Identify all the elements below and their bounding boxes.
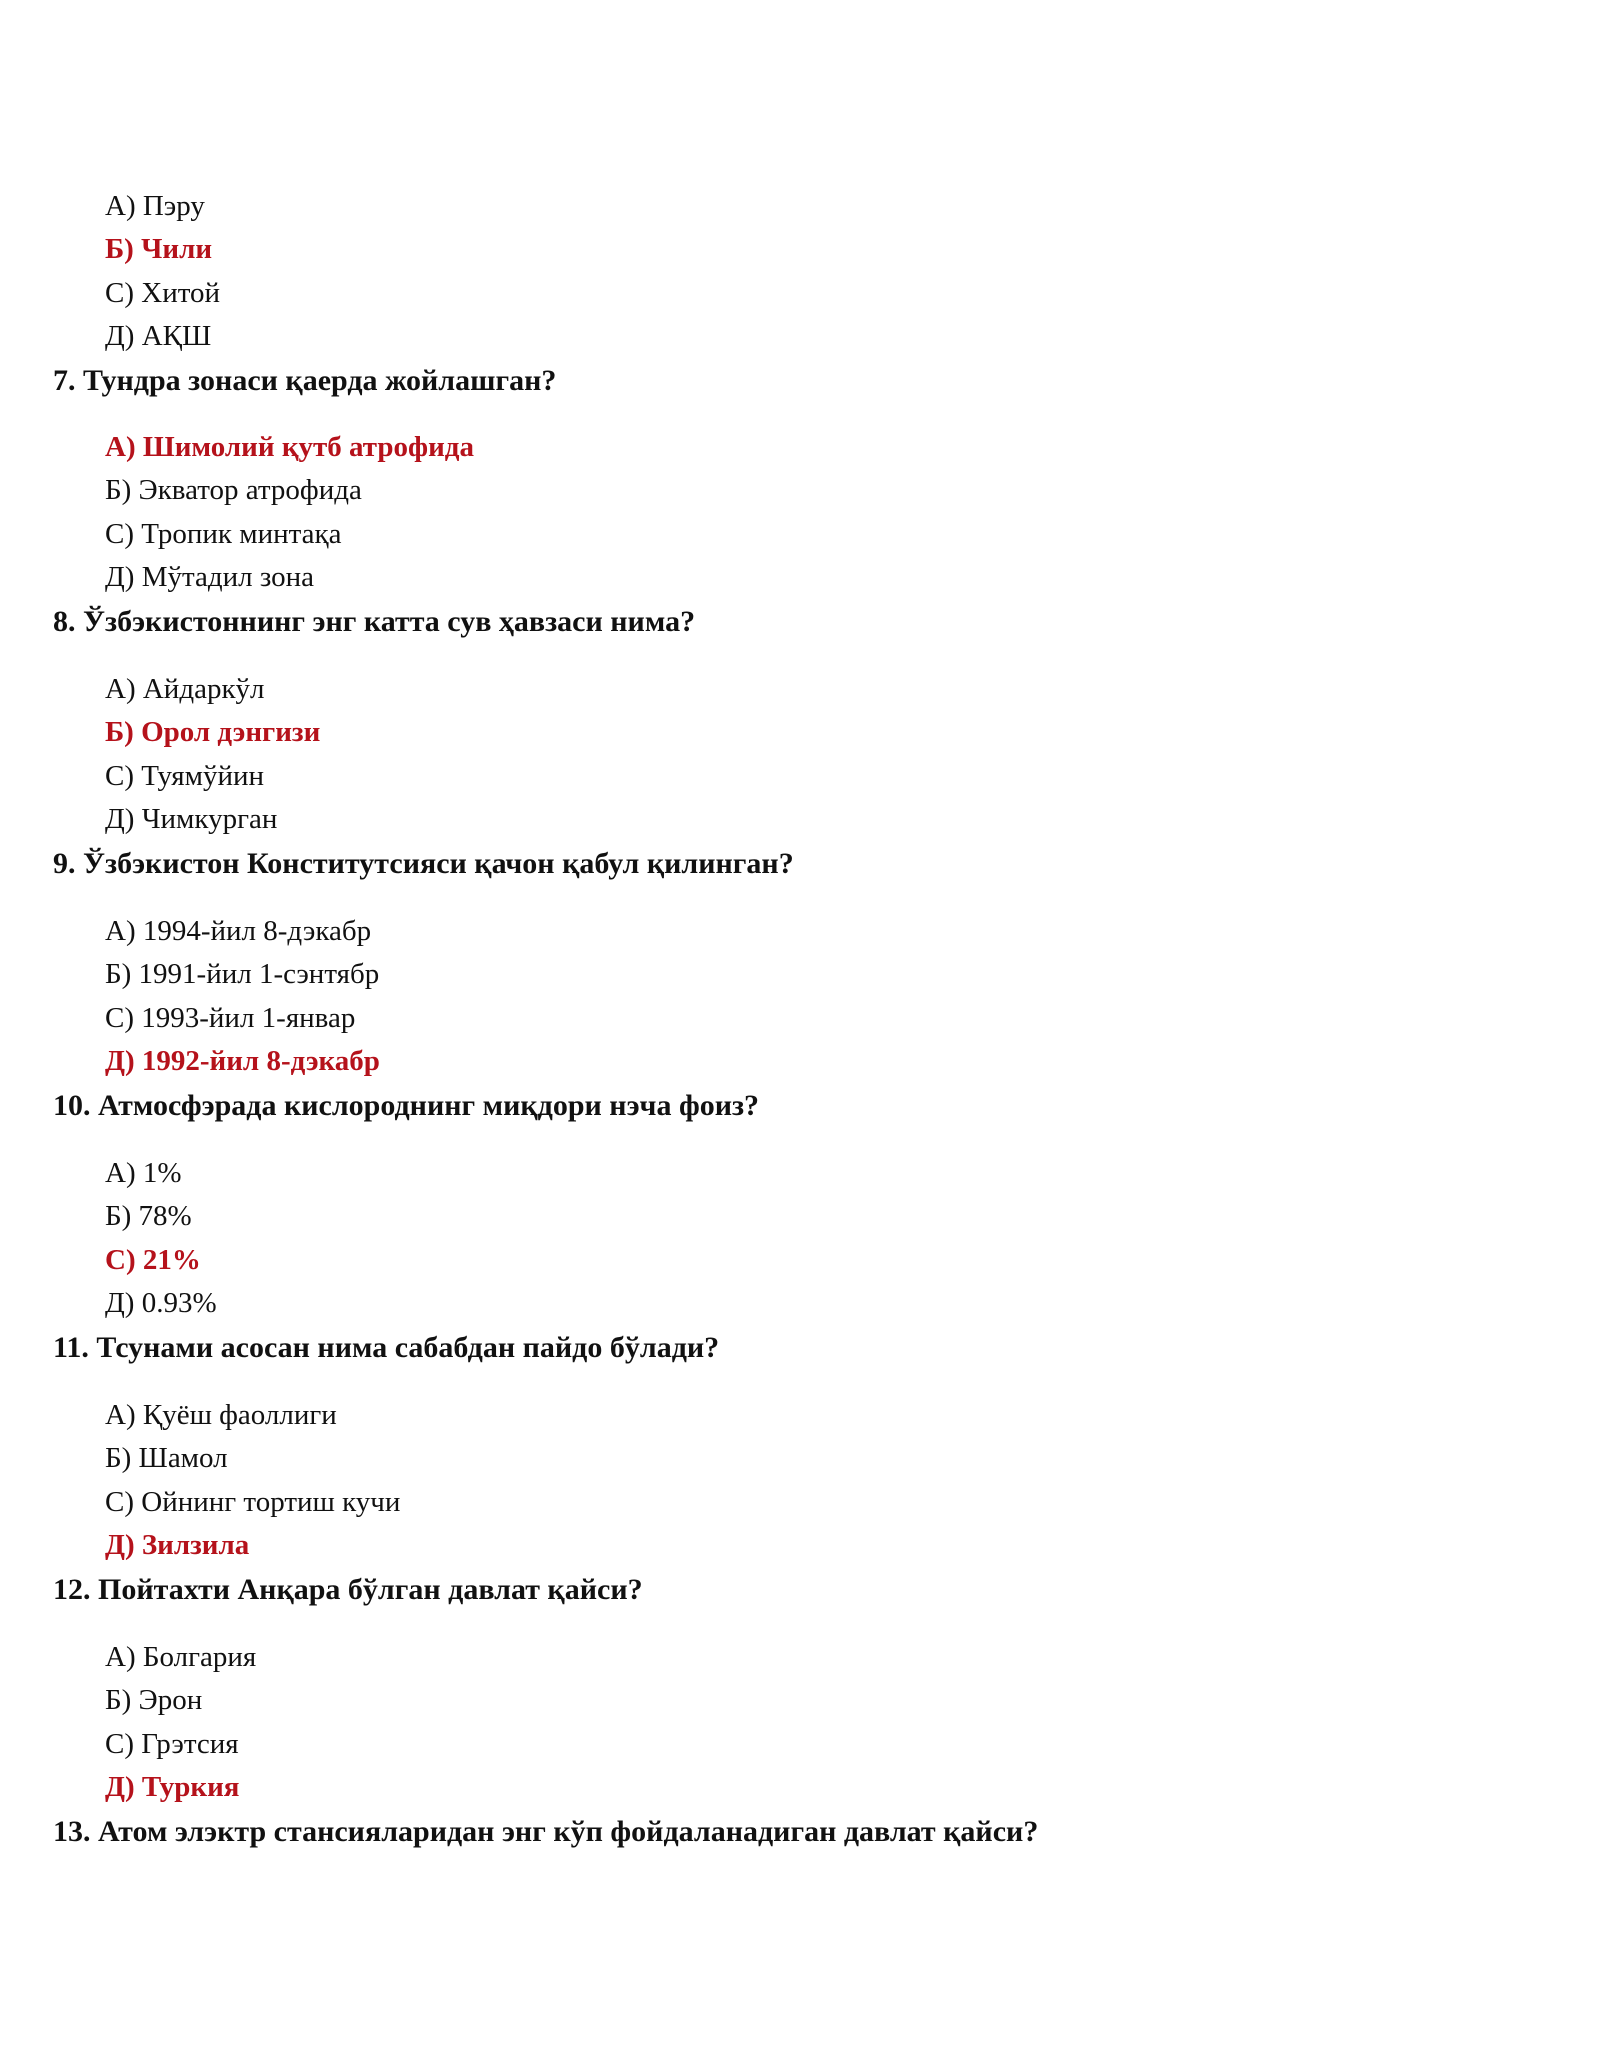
answer-option: Б) Шамол	[105, 1442, 228, 1474]
answer-option: А) 1%	[105, 1157, 182, 1189]
question-11: 11. Тсунами асосан нима сабабдан пайдо бўлади?	[53, 1331, 720, 1364]
answer-option: А) 1994-йил 8-дэкабр	[105, 915, 372, 947]
answer-option: Д) Мўтадил зона	[105, 561, 315, 593]
answer-option: С) 1993-йил 1-январ	[105, 1002, 356, 1034]
question-13: 13. Атом элэктр стансияларидан энг кўп фойдаланадиган давлат қайси?	[53, 1815, 1039, 1848]
answer-option-correct: Д) Туркия	[105, 1771, 240, 1803]
answer-option: Б) 78%	[105, 1200, 192, 1232]
question-8: 8. Ўзбэкистоннинг энг катта сув ҳавзаси нима?	[53, 605, 696, 638]
answer-option: Д) 0.93%	[105, 1287, 217, 1319]
answer-option: С) Грэтсия	[105, 1728, 239, 1760]
answer-option: С) Тропик минтақа	[105, 518, 342, 550]
answer-option: Д) АҚШ	[105, 320, 212, 352]
answer-option: С) Туямўйин	[105, 760, 265, 792]
answer-option: А) Пэру	[105, 190, 205, 222]
answer-option: Д) Чимкурган	[105, 803, 278, 835]
question-9: 9. Ўзбэкистон Конститутсияси қачон қабул қилинган?	[53, 847, 794, 880]
answer-option: С) Ойнинг тортиш кучи	[105, 1486, 401, 1518]
answer-option: Б) Экватор атрофида	[105, 474, 362, 506]
answer-option: Б) 1991-йил 1-сэнтябр	[105, 958, 380, 990]
answer-option: А) Қуёш фаоллиги	[105, 1399, 337, 1431]
question-7: 7. Тундра зонаси қаерда жойлашган?	[53, 364, 557, 397]
answer-option-correct: Д) 1992-йил 8-дэкабр	[105, 1045, 380, 1077]
question-10: 10. Атмосфэрада кислороднинг миқдори нэча фоиз?	[53, 1089, 760, 1122]
answer-option-correct: Д) Зилзила	[105, 1529, 250, 1561]
answer-option-correct: А) Шимолий қутб атрофида	[105, 431, 474, 463]
answer-option-correct: С) 21%	[105, 1244, 201, 1276]
answer-option-correct: Б) Орол дэнгизи	[105, 716, 321, 748]
answer-option: Б) Эрон	[105, 1684, 203, 1716]
question-12: 12. Пойтахти Анқара бўлган давлат қайси?	[53, 1573, 643, 1606]
answer-option-correct: Б) Чили	[105, 233, 213, 265]
answer-option: А) Айдаркўл	[105, 673, 265, 705]
answer-option: С) Хитой	[105, 277, 221, 309]
answer-option: А) Болгария	[105, 1641, 257, 1673]
